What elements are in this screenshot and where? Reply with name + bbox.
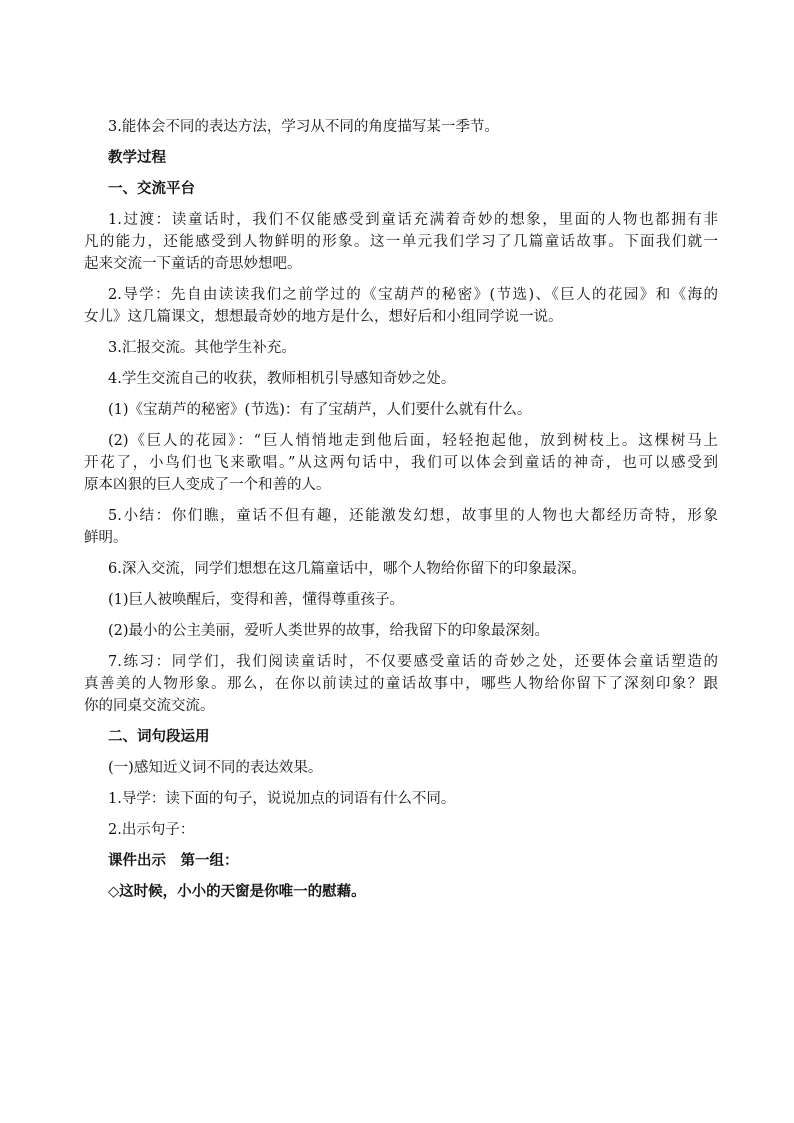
text-line: 原本凶狠的巨人变成了一个和善的人。 xyxy=(84,477,331,493)
example-sentence xyxy=(108,881,718,903)
step-4-share xyxy=(108,368,718,390)
section-heading-teaching-process xyxy=(108,147,718,169)
sub-item-giant xyxy=(108,589,718,611)
section-heading-exchange-platform xyxy=(108,178,718,200)
step-1-transition xyxy=(84,209,718,275)
text-line: 凡的能力，还能感受到人物鲜明的形象。这一单元我们学习了几篇童话故事。下面我们就一 xyxy=(84,234,718,250)
heading-line: 教学过程 xyxy=(108,149,166,166)
text-line: 5.小结：你们瞧，童话不但有趣，还能激发幻想，故事里的人物也大都经历奇特，形象 xyxy=(108,508,718,524)
document-page xyxy=(84,116,718,912)
objective-3 xyxy=(108,116,718,138)
step-5-summary xyxy=(84,505,718,549)
sub-item-1 xyxy=(108,399,718,421)
text-line: 你的同桌交流交流。 xyxy=(84,698,215,714)
step-7-practice xyxy=(84,651,718,717)
text-line: (1)巨人被唤醒后，变得和善，懂得尊重孩子。 xyxy=(108,592,405,608)
subsection-synonyms xyxy=(108,757,718,779)
text-line: 起来交流一下童话的奇思妙想吧。 xyxy=(84,256,302,272)
text-line: 真善美的人物形象。那么，在你以前读过的童话故事中，哪些人物给你留下了深刻印象？跟 xyxy=(84,676,718,692)
heading-line: 二、词句段运用 xyxy=(108,728,210,745)
text-line: (1)《宝葫芦的秘密》(节选)：有了宝葫芦，人们要什么就有什么。 xyxy=(108,402,532,418)
heading-line: 一、交流平台 xyxy=(108,180,195,197)
text-line: ◇这时候，小小的天窗是你唯一的慰藉。 xyxy=(108,883,366,900)
step-2-guide xyxy=(84,284,718,328)
text-line: 开花了，小鸟们也飞来歌唱。”从这两句话中，我们可以体会到童话的神奇，也可以感受到 xyxy=(84,455,718,471)
text-line: (2)最小的公主美丽，爱听人类世界的故事，给我留下的印象最深刻。 xyxy=(108,623,550,639)
synonym-step-2 xyxy=(108,819,718,841)
text-line: 6.深入交流，同学们想想在这几篇童话中，哪个人物给你留下的印象最深。 xyxy=(108,561,586,577)
sub-item-2 xyxy=(84,430,718,496)
synonym-step-1 xyxy=(108,788,718,810)
text-line: 2.导学：先自由读读我们之前学过的《宝葫芦的秘密》(节选)、《巨人的花园》和《海的 xyxy=(108,287,718,303)
step-6-deep-exchange xyxy=(108,558,718,580)
text-line: 4.学生交流自己的收获，教师相机引导感知奇妙之处。 xyxy=(108,371,456,387)
sub-item-princess xyxy=(108,620,718,642)
text-line: 7.练习：同学们，我们阅读童话时，不仅要感受童话的奇妙之处，还要体会童话塑造的 xyxy=(108,654,718,670)
section-heading-words-sentences xyxy=(108,726,718,748)
text-line: (2)《巨人的花园》：“巨人悄悄地走到他后面，轻轻抱起他，放到树枝上。这棵树马上 xyxy=(108,433,718,449)
text-line: 鲜明。 xyxy=(84,530,128,546)
text-line: 女儿》这几篇课文，想想最奇妙的地方是什么，想好后和小组同学说一说。 xyxy=(84,309,563,325)
text-line: (一)感知近义词不同的表达效果。 xyxy=(108,760,323,776)
text-line: 课件出示 第一组： xyxy=(108,852,239,869)
text-line: 3.汇报交流。其他学生补充。 xyxy=(108,340,296,356)
text-line: 1.过渡：读童话时，我们不仅能感受到童话充满着奇妙的想象，里面的人物也都拥有非 xyxy=(108,212,718,228)
courseware-group-1-label xyxy=(108,850,718,872)
text-line: 3.能体会不同的表达方法，学习从不同的角度描写某一季节。 xyxy=(108,119,499,135)
step-3-report xyxy=(108,337,718,359)
text-line: 1.导学：读下面的句子，说说加点的词语有什么不同。 xyxy=(108,791,456,807)
text-line: 2.出示句子： xyxy=(108,822,195,838)
